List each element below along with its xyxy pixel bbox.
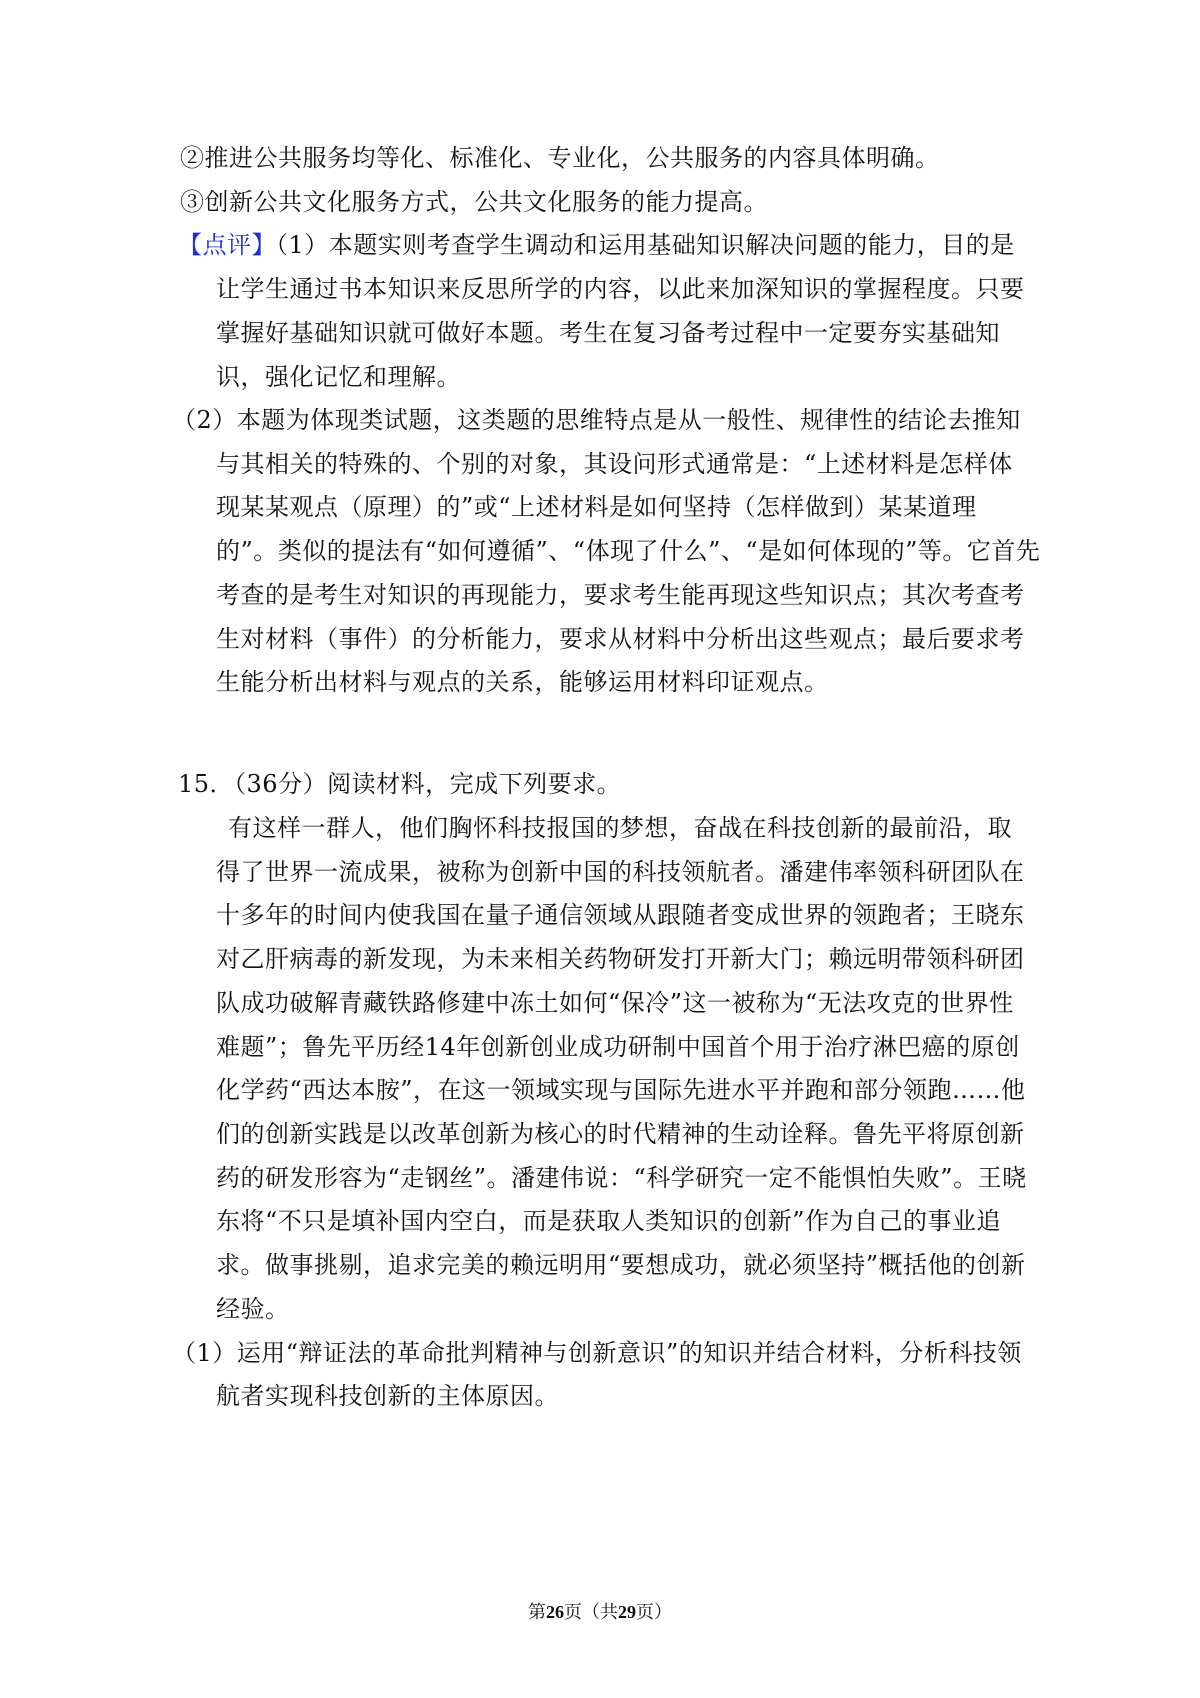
answer-item-3: ③创新公共文化服务方式，公共文化服务的能力提高。 — [180, 188, 768, 216]
material-line-8: 们的创新实践是以改革创新为核心的时代精神的生动诠释。鲁先平将原创新 — [216, 1120, 1025, 1148]
comment-para-2-line-6: 生对材料（事件）的分析能力，要求从材料中分析出这些观点；最后要求考 — [216, 625, 1025, 653]
material-line-1: 有这样一群人，他们胸怀科技报国的梦想，奋战在科技创新的最前沿，取 — [228, 814, 1012, 842]
comment-tag: 【点评】 — [178, 231, 276, 259]
page-footer: 第26页（共29页） — [528, 1602, 672, 1623]
page-total: 29 — [618, 1602, 636, 1622]
comment-para-1-line-3: 掌握好基础知识就可做好本题。考生在复习备考过程中一定要夯实基础知 — [216, 319, 1000, 347]
comment-para-1-line-1: 【点评】（1）本题实则考查学生调动和运用基础知识解决问题的能力，目的是 — [178, 231, 1015, 259]
material-line-9: 药的研发形容为“走钢丝”。潘建伟说：“科学研究一定不能惧怕失败”。王晓 — [216, 1164, 1027, 1192]
material-line-10: 东将“不只是填补国内空白，而是获取人类知识的创新”作为自己的事业追 — [216, 1207, 1002, 1235]
comment-para-2-line-5: 考查的是考生对知识的再现能力，要求考生能再现这些知识点；其次考查考 — [216, 581, 1025, 609]
material-line-3: 十多年的时间内使我国在量子通信领域从跟随者变成世界的领跑者；王晓东 — [216, 901, 1025, 929]
comment-para-2-line-4: 的”。类似的提法有“如何遵循”、“体现了什么”、“是如何体现的”等。它首先 — [216, 537, 1041, 565]
sub-question-1-line-2: 航者实现科技创新的主体原因。 — [216, 1382, 559, 1410]
question-heading: 15．（36分）阅读材料，完成下列要求。 — [178, 770, 622, 798]
material-line-4: 对乙肝病毒的新发现，为未来相关药物研发打开新大门；赖远明带领科研团 — [216, 945, 1025, 973]
answer-item-2: ②推进公共服务均等化、标准化、专业化，公共服务的内容具体明确。 — [180, 144, 940, 172]
page-number: 26 — [546, 1602, 564, 1622]
material-line-11: 求。做事挑剔，追求完美的赖远明用“要想成功，就必须坚持”概括他的创新 — [216, 1251, 1026, 1279]
comment-para-1-line-2: 让学生通过书本知识来反思所学的内容，以此来加深知识的掌握程度。只要 — [216, 275, 1025, 303]
material-line-5: 队成功破解青藏铁路修建中冻土如何“保冷”这一被称为“无法攻克的世界性 — [216, 989, 1014, 1017]
sub-question-1-line-1: （1）运用“辩证法的革命批判精神与创新意识”的知识并结合材料，分析科技领 — [172, 1339, 1022, 1367]
material-line-2: 得了世界一流成果，被称为创新中国的科技领航者。潘建伟率领科研团队在 — [216, 858, 1025, 886]
comment-para-2-line-1: （2）本题为体现类试题，这类题的思维特点是从一般性、规律性的结论去推知 — [172, 406, 1021, 434]
material-line-12: 经验。 — [216, 1295, 290, 1323]
comment-para-2-line-2: 与其相关的特殊的、个别的对象，其设问形式通常是：“上述材料是怎样体 — [216, 450, 1013, 478]
material-line-6: 难题”；鲁先平历经14年创新创业成功研制中国首个用于治疗淋巴癌的原创 — [216, 1033, 1020, 1061]
comment-para-2-line-3: 现某某观点（原理）的”或“上述材料是如何坚持（怎样做到）某某道理 — [216, 493, 977, 521]
material-line-7: 化学药“西达本胺”，在这一领域实现与国际先进水平并跑和部分领跑……他 — [216, 1076, 1026, 1104]
comment-para-1-line-4: 识，强化记忆和理解。 — [216, 363, 461, 391]
comment-para-2-line-7: 生能分析出材料与观点的关系，能够运用材料印证观点。 — [216, 668, 829, 696]
